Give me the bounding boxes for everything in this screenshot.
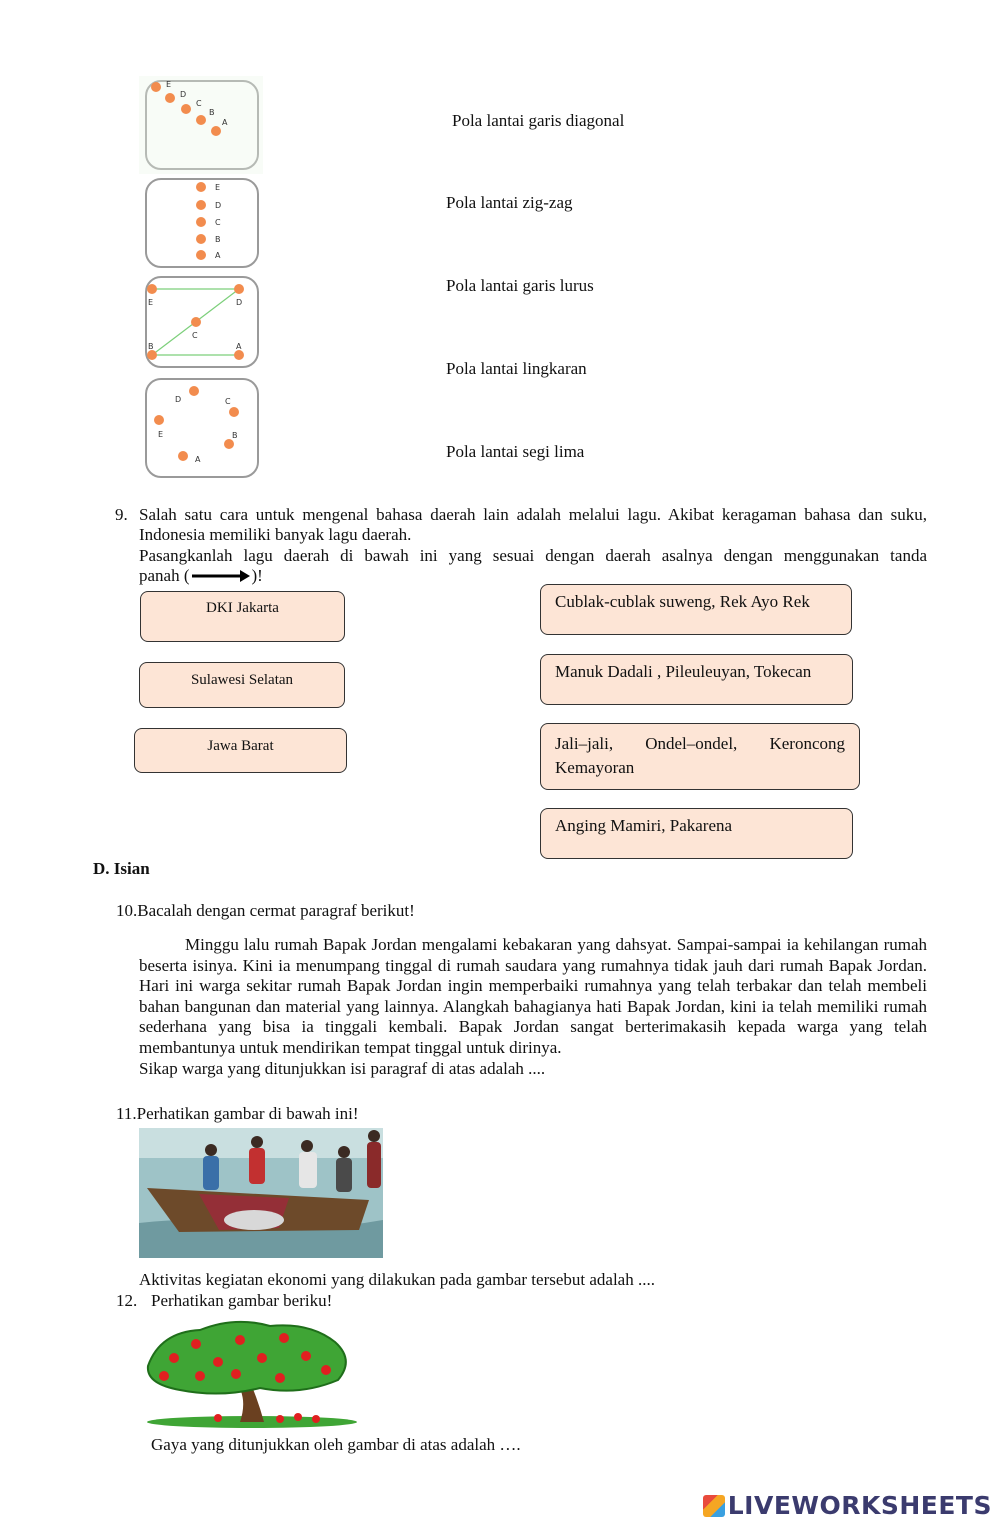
q10-prompt: 10.Bacalah dengan cermat paragraf berikut! bbox=[116, 901, 415, 920]
q9-text-prefix: panah ( bbox=[139, 566, 190, 585]
pattern-option-zigzag[interactable]: Pola lantai zig-zag bbox=[446, 193, 573, 212]
zigzag-pattern-figure bbox=[139, 272, 263, 372]
region-label: Sulawesi Selatan bbox=[190, 672, 294, 688]
q12-prompt: Perhatikan gambar beriku! bbox=[151, 1291, 333, 1310]
q12-question: Gaya yang ditunjukkan oleh gambar di atas adalah …. bbox=[151, 1435, 521, 1454]
apple-tree-image bbox=[140, 1318, 365, 1430]
dancer-label: C bbox=[215, 218, 221, 227]
q12-number: 12. bbox=[116, 1291, 138, 1310]
liveworksheets-logo bbox=[703, 1491, 992, 1520]
dancer-label: C bbox=[225, 397, 231, 406]
section-d-heading: D. Isian bbox=[93, 859, 150, 878]
pattern-option-straight[interactable]: Pola lantai garis lurus bbox=[446, 276, 594, 295]
circle-pattern-figure bbox=[139, 374, 263, 482]
dancer-label: B bbox=[232, 431, 238, 440]
dancer-label: E bbox=[158, 430, 164, 439]
song-label: Cublak-cublak suweng, Rek Ayo Rek bbox=[555, 592, 810, 611]
dancer-label: C bbox=[192, 331, 198, 340]
circle-dancers-image bbox=[139, 374, 263, 482]
dancer-label: A bbox=[195, 455, 201, 464]
logo-badge-icon bbox=[703, 1495, 725, 1517]
vertical-dancers-image bbox=[139, 174, 263, 272]
dancer-label: B bbox=[148, 342, 154, 351]
song-box-manuk-dadali[interactable] bbox=[540, 654, 853, 705]
pattern-option-pentagon[interactable]: Pola lantai segi lima bbox=[446, 442, 585, 461]
dancer-label: D bbox=[175, 395, 182, 404]
q9-text-line3: Pasangkanlah lagu daerah di bawah ini yang sesuai dengan daerah asalnya dengan menggunakan tanda bbox=[139, 546, 927, 565]
dancer-label: E bbox=[215, 183, 221, 192]
region-box-dki-jakarta[interactable] bbox=[140, 591, 345, 642]
dancer-label: E bbox=[148, 298, 154, 307]
dancer-label: D bbox=[215, 201, 222, 210]
song-box-cublak[interactable] bbox=[540, 584, 852, 635]
region-box-sulawesi-selatan[interactable] bbox=[139, 662, 345, 708]
q10-paragraph: Minggu lalu rumah Bapak Jordan mengalami kebakaran yang dahsyat. Sampai-sampai ia kehilangan rumah beserta isinya. Kini ia menumpang tinggal di rumah saudara yang rumahnya tidak jauh dari rumah Bapak Jordan. Hari ini warga sekitar rumah Bapak Jordan ingin memperbaiki rumahnya yang telah terbakar dan telah membeli bahan bangunan dan material yang lainnya. Alangkah bahagianya hati Bapak Jordan, kini ia telah memiliki rumah sederhana yang bisa ia tinggali kembali. Bapak Jordan sangat berterimakasih kepada warga yang telah membantunya untuk mendirikan tempat tinggal untuk dirinya. bbox=[139, 935, 927, 1057]
diagonal-pattern-figure bbox=[139, 76, 263, 174]
song-box-jali-jali[interactable] bbox=[540, 723, 860, 790]
song-label: Manuk Dadali , Pileuleuyan, Tokecan bbox=[555, 662, 812, 681]
q9-text-line2: Indonesia memiliki banyak lagu daerah. bbox=[139, 525, 412, 544]
zigzag-dancers-image bbox=[139, 272, 263, 372]
dancer-label: A bbox=[222, 118, 228, 127]
dancer-label: C bbox=[196, 99, 202, 108]
q9-text-line1: Salah satu cara untuk mengenal bahasa daerah lain adalah melalui lagu. Akibat keragaman bahasa dan suku, bbox=[139, 505, 927, 524]
logo-text: LIVEWORKSHEETS bbox=[727, 1491, 992, 1520]
q9-number: 9. bbox=[115, 505, 128, 524]
dancer-label: E bbox=[166, 80, 172, 89]
dancer-label: B bbox=[209, 108, 215, 117]
fishing-boat-image bbox=[139, 1128, 383, 1258]
q9-text-suffix: )! bbox=[251, 566, 263, 585]
region-label: DKI Jakarta bbox=[206, 600, 279, 616]
q9-instruction-arrow-line bbox=[139, 566, 263, 587]
vertical-pattern-figure bbox=[139, 174, 263, 272]
dancer-label: D bbox=[180, 90, 187, 99]
dancer-label: B bbox=[215, 235, 221, 244]
song-label: Anging Mamiri, Pakarena bbox=[555, 816, 733, 835]
region-label: Jawa Barat bbox=[207, 738, 274, 754]
song-box-anging-mamiri[interactable] bbox=[540, 808, 853, 859]
dancer-label: D bbox=[236, 298, 243, 307]
dancer-label: A bbox=[215, 251, 221, 260]
q10-question: Sikap warga yang ditunjukkan isi paragraf di atas adalah .... bbox=[139, 1059, 546, 1078]
pattern-option-circle[interactable]: Pola lantai lingkaran bbox=[446, 359, 587, 378]
song-label: Jali–jali, Ondel–ondel, Keroncong Kemayoran bbox=[555, 734, 845, 777]
region-box-jawa-barat[interactable] bbox=[134, 728, 347, 773]
q11-question: Aktivitas kegiatan ekonomi yang dilakukan pada gambar tersebut adalah .... bbox=[139, 1270, 655, 1289]
q11-prompt: 11.Perhatikan gambar di bawah ini! bbox=[116, 1104, 359, 1123]
arrow-icon bbox=[190, 569, 252, 583]
diagonal-dancers-image bbox=[139, 76, 263, 174]
dancer-label: A bbox=[236, 342, 242, 351]
pattern-option-diagonal[interactable]: Pola lantai garis diagonal bbox=[452, 111, 625, 130]
